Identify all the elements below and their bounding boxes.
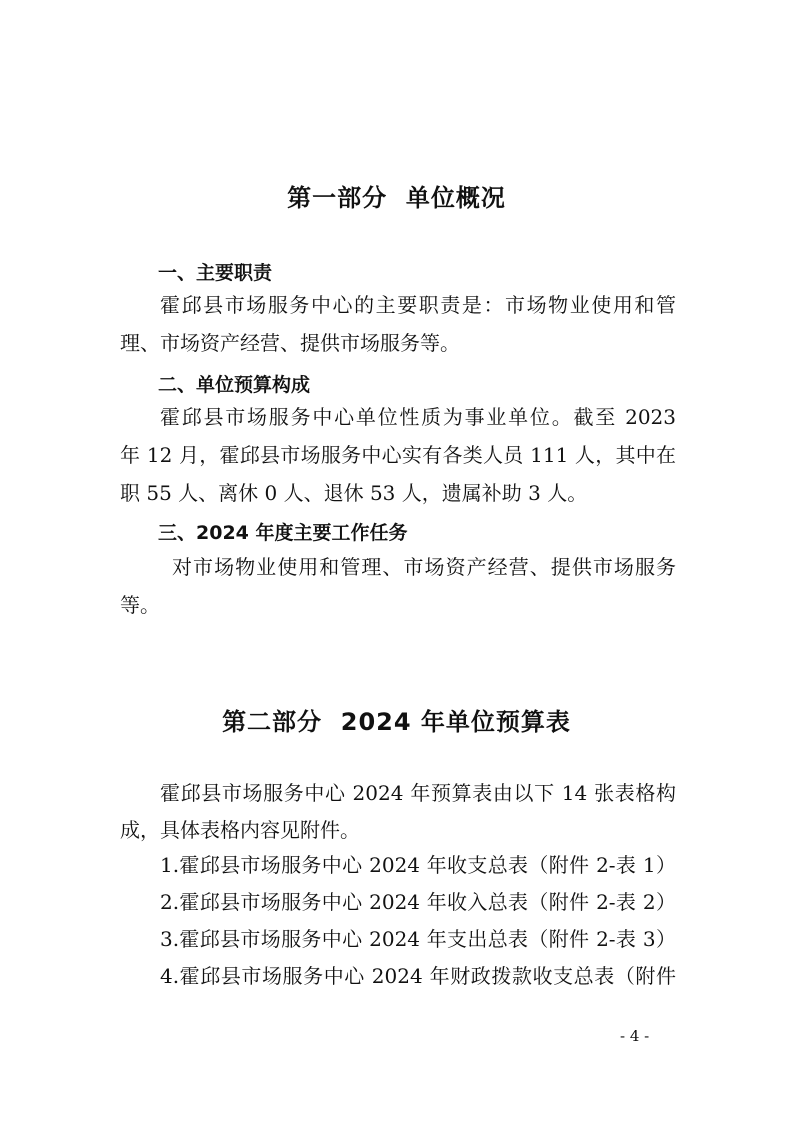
section1-heading: 一、主要职责 xyxy=(158,262,273,284)
section2-line-1: 霍邱县市场服务中心单位性质为事业单位。截至 2023 xyxy=(160,405,676,429)
part2-intro-line-1: 霍邱县市场服务中心 2024 年预算表由以下 14 张表格构 xyxy=(160,781,676,805)
table-list-item-2: 2.霍邱县市场服务中心 2024 年收入总表（附件 2-表 2） xyxy=(160,890,676,914)
part2-intro-line-2: 成，具体表格内容见附件。 xyxy=(120,818,360,842)
section2-line-3: 职 55 人、离休 0 人、退休 53 人，遗属补助 3 人。 xyxy=(120,481,588,505)
table-list-item-4: 4.霍邱县市场服务中心 2024 年财政拨款收支总表（附件 xyxy=(160,964,676,988)
part2-title: 第二部分 2024 年单位预算表 xyxy=(222,708,571,736)
table-list-item-3: 3.霍邱县市场服务中心 2024 年支出总表（附件 2-表 3） xyxy=(160,927,676,951)
part1-title: 第一部分 单位概况 xyxy=(287,184,506,212)
section3-heading: 三、2024 年度主要工作任务 xyxy=(158,522,408,544)
section3-line-1: 对市场物业使用和管理、市场资产经营、提供市场服务 xyxy=(172,555,676,579)
section1-line-1: 霍邱县市场服务中心的主要职责是：市场物业使用和管 xyxy=(160,293,676,317)
section1-line-2: 理、市场资产经营、提供市场服务等。 xyxy=(120,331,460,355)
page-number: - 4 - xyxy=(620,1027,650,1045)
section2-line-2: 年 12 月，霍邱县市场服务中心实有各类人员 111 人，其中在 xyxy=(120,443,676,467)
table-list-item-1: 1.霍邱县市场服务中心 2024 年收支总表（附件 2-表 1） xyxy=(160,853,676,877)
section3-line-2: 等。 xyxy=(120,593,160,617)
section2-heading: 二、单位预算构成 xyxy=(158,374,311,396)
